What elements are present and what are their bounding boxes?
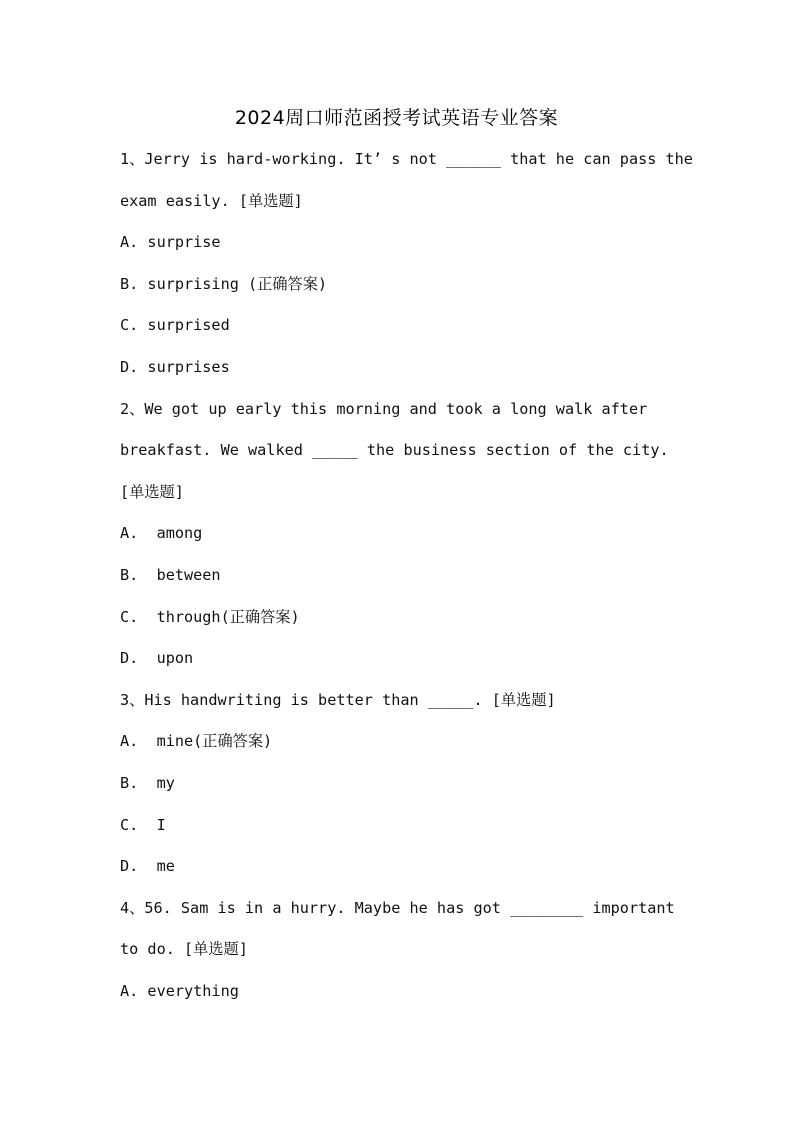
question-1-line-2: exam easily. [单选题] (120, 192, 303, 210)
question-1-option-b: B. surprising (正确答案) (120, 275, 328, 293)
question-4-option-a: A. everything (120, 982, 239, 1000)
question-2-line-2: breakfast. We walked _____ the business section of the city. (120, 441, 669, 459)
question-3-option-d: D. me (120, 857, 175, 875)
question-1-option-d: D. surprises (120, 358, 230, 376)
question-3-option-c: C. I (120, 816, 166, 834)
question-1-option-c: C. surprised (120, 316, 230, 334)
question-1-line-1: 1、Jerry is hard-working. It’ s not ______ that he can pass the (120, 150, 693, 168)
question-3-option-b: B. my (120, 774, 175, 792)
question-1-option-a: A. surprise (120, 233, 221, 251)
question-4-line-1: 4、56. Sam is in a hurry. Maybe he has got ________ important (120, 899, 675, 917)
question-2-line-1: 2、We got up early this morning and took a long walk after (120, 400, 648, 418)
question-2-line-3: [单选题] (120, 483, 184, 501)
question-4-line-2: to do. [单选题] (120, 940, 248, 958)
question-2-option-a: A. among (120, 524, 203, 542)
question-2-option-c: C. through(正确答案) (120, 608, 300, 626)
document-title: 2024周口师范函授考试英语专业答案 (234, 107, 559, 129)
question-2-option-b: B. between (120, 566, 221, 584)
question-2-option-d: D. upon (120, 649, 194, 667)
question-3-option-a: A. mine(正确答案) (120, 732, 273, 750)
question-3-line-1: 3、His handwriting is better than _____. [单选题] (120, 691, 556, 709)
